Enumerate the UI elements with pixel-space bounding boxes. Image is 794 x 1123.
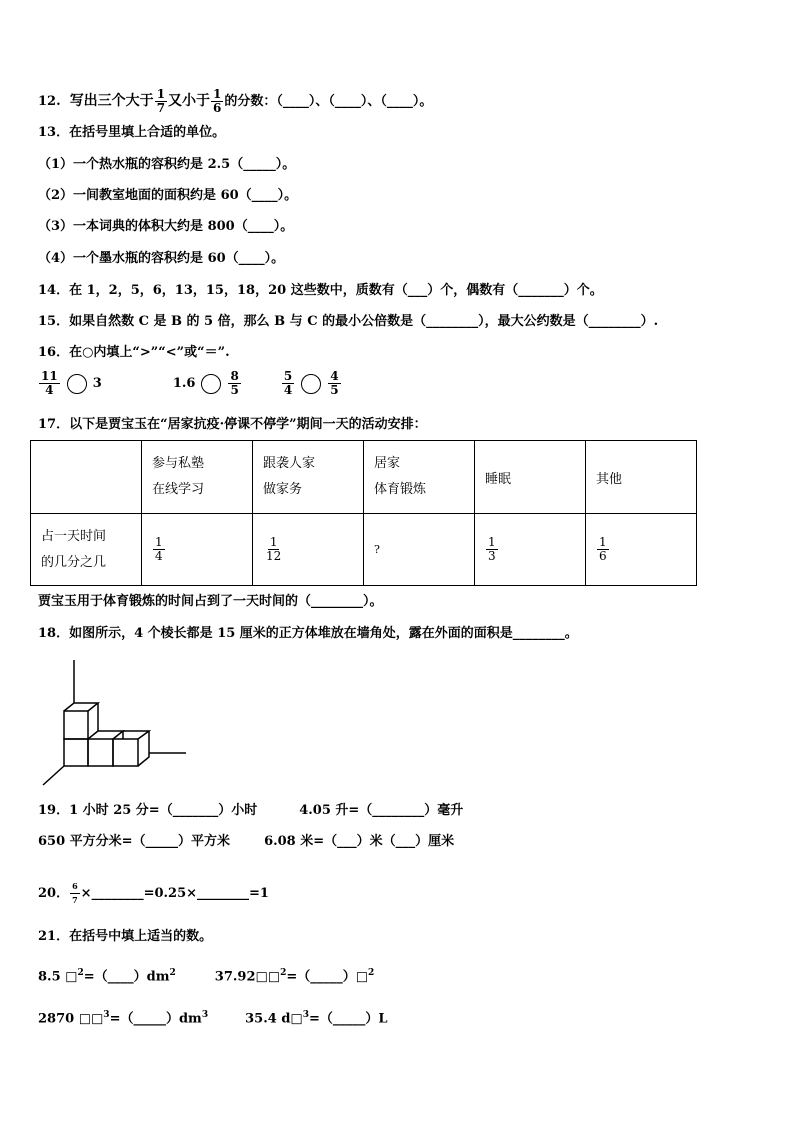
question-17-footer: 贾宝玉用于体育锻炼的时间占到了一天时间的（________）。 xyxy=(38,594,383,609)
question-20: 20． $\frac{6}{7}$ ×________=0.25×________=1 xyxy=(38,881,269,905)
row-label: 占一天时间 的几分之几 xyxy=(31,514,142,586)
table-cell: $\frac{1}{4}$ xyxy=(142,514,253,586)
compare-circle[interactable] xyxy=(201,374,221,394)
question-13-item: （4）一个墨水瓶的容积约是 60（____）。 xyxy=(38,251,285,266)
question-19-line2: 650 平方分米=（_____）平方米 6.08 米=（___）米（___）厘米 xyxy=(38,834,455,849)
cube-corner-figure xyxy=(38,655,198,790)
question-21-line2: 2870 $□□^3=(\_\_\_\_\_)dm^3$ 35.4 d□$^3$=（_____）L xyxy=(38,1010,388,1027)
fraction: $\frac{1}{6}$ xyxy=(213,87,222,115)
compare-circle[interactable] xyxy=(301,374,321,394)
table-corner xyxy=(31,441,142,514)
question-19-line1: 19．1 小时 25 分=（_______）小时 4.05 升=（________）毫升 xyxy=(38,803,464,818)
question-13-item: （3）一本词典的体积大约是 800（____）。 xyxy=(38,219,294,234)
question-13-title: 13．在括号里填上合适的单位。 xyxy=(38,125,226,140)
question-16-items: $\frac{11}{4}$ 3 1.6 $\frac{8}{5}$ $\frac{5}{4}$ $\frac{4}{5}$ xyxy=(41,369,339,397)
question-14: 14．在 1，2，5，6，13，15，18，20 这些数中，质数有（___）个，偶数有（_______）个。 xyxy=(38,283,603,298)
table-header: 参与私塾 在线学习 xyxy=(142,441,253,514)
question-18: 18．如图所示，4 个棱长都是 15 厘米的正方体堆放在墙角处，露在外面的面积是________。 xyxy=(38,626,578,641)
question-13-item: （2）一间教室地面的面积约是 60（____）。 xyxy=(38,188,298,203)
question-13-item: （1）一个热水瓶的容积约是 2.5（_____）。 xyxy=(38,157,296,172)
table-cell: $\frac{1}{6}$ xyxy=(586,514,697,586)
activity-table xyxy=(30,440,697,586)
question-21-title: 21．在括号中填上适当的数。 xyxy=(38,929,213,944)
table-cell: $\frac{1}{12}$ xyxy=(253,514,364,586)
table-header: 睡眠 xyxy=(475,441,586,514)
table-header: 居家 体育锻炼 xyxy=(364,441,475,514)
question-16-title: 16．在○内填上“>”“<”或“＝”. xyxy=(38,345,230,360)
table-header: 跟袭人家 做家务 xyxy=(253,441,364,514)
question-12: 12. 写出三个大于 $\frac{1}{7}$ 又小于 $\frac{1}{6}$ 的分数：（____）、（____）、（____）。 xyxy=(38,87,433,115)
table-header: 其他 xyxy=(586,441,697,514)
question-15: 15．如果自然数 C 是 B 的 5 倍，那么 B 与 C 的最小公倍数是（________），最大公约数是（________）. xyxy=(38,314,659,329)
question-21-line1: 8.5 $□^2=(\_\_\_\_)dm^2$ 37.92□□$^2$=（_____）□$^2$ xyxy=(38,968,375,985)
fraction: $\frac{1}{7}$ xyxy=(156,87,166,115)
compare-circle[interactable] xyxy=(67,374,87,394)
question-17-title: 17．以下是贾宝玉在“居家抗疫·停课不停学”期间一天的活动安排： xyxy=(38,417,427,432)
table-cell: ? xyxy=(364,514,475,586)
table-cell: $\frac{1}{3}$ xyxy=(475,514,586,586)
